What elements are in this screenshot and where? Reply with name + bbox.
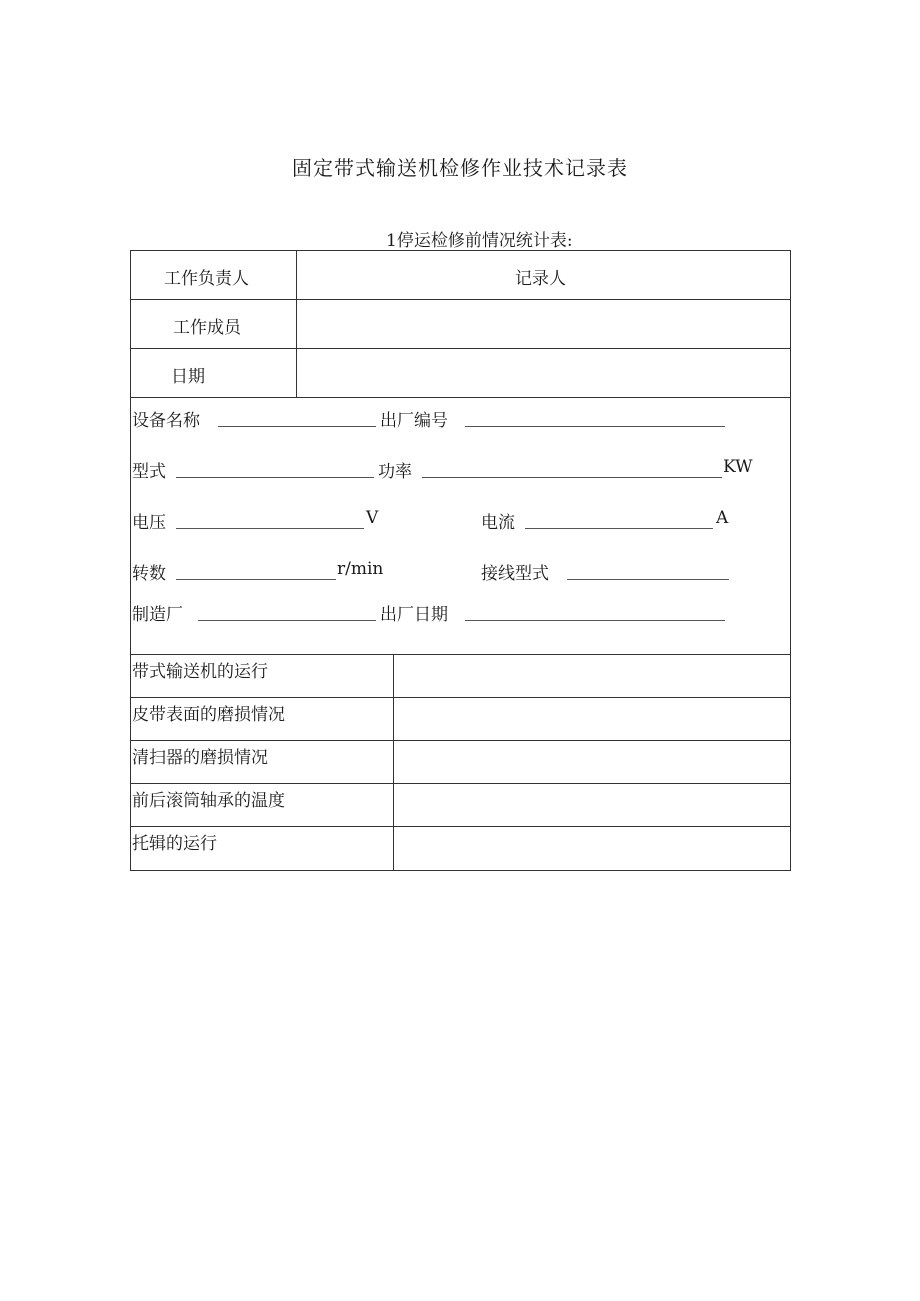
work-leader-label: 工作负责人 xyxy=(164,269,249,289)
factory-number-label: 出厂编号 xyxy=(380,411,448,431)
table-subtitle: 1停运检修前情况统计表: xyxy=(386,231,573,251)
voltage-unit: V xyxy=(366,508,379,528)
speed-unit: r/min xyxy=(337,559,384,579)
inspection-result-field[interactable] xyxy=(394,741,790,783)
work-members-field[interactable] xyxy=(297,300,790,348)
model-field[interactable] xyxy=(176,477,374,478)
inspection-result-field[interactable] xyxy=(394,784,790,826)
wiring-type-field[interactable] xyxy=(567,579,729,580)
power-label: 功率 xyxy=(378,462,412,482)
manufacturer-label: 制造厂 xyxy=(132,605,183,625)
voltage-label: 电压 xyxy=(132,513,166,533)
manufacturer-field[interactable] xyxy=(198,620,376,621)
inspection-item: 皮带表面的磨损情况 xyxy=(132,705,285,725)
document-title: 固定带式输送机检修作业技术记录表 xyxy=(292,156,628,180)
power-field[interactable] xyxy=(422,477,722,478)
current-unit: A xyxy=(716,508,729,528)
inspection-item: 清扫器的磨损情况 xyxy=(132,748,268,768)
factory-number-field[interactable] xyxy=(465,426,725,427)
device-name-field[interactable] xyxy=(218,426,376,427)
current-field[interactable] xyxy=(525,528,713,529)
date-label: 日期 xyxy=(171,367,205,387)
work-members-label: 工作成员 xyxy=(173,318,241,338)
inspection-result-field[interactable] xyxy=(394,827,790,870)
speed-field[interactable] xyxy=(176,579,336,580)
recorder-label: 记录人 xyxy=(515,269,566,289)
speed-label: 转数 xyxy=(132,564,166,584)
inspection-item: 前后滚筒轴承的温度 xyxy=(132,791,285,811)
model-label: 型式 xyxy=(132,462,166,482)
inspection-result-field[interactable] xyxy=(394,698,790,740)
inspection-result-field[interactable] xyxy=(394,655,790,697)
power-unit: KW xyxy=(723,457,753,477)
table-divider xyxy=(130,397,791,398)
inspection-item: 带式输送机的运行 xyxy=(132,662,268,682)
factory-date-field[interactable] xyxy=(465,620,725,621)
wiring-type-label: 接线型式 xyxy=(481,564,549,584)
voltage-field[interactable] xyxy=(176,528,364,529)
device-name-label: 设备名称 xyxy=(132,411,200,431)
inspection-item: 托辑的运行 xyxy=(132,834,217,854)
current-label: 电流 xyxy=(481,513,515,533)
factory-date-label: 出厂日期 xyxy=(380,605,448,625)
date-field[interactable] xyxy=(297,349,790,397)
